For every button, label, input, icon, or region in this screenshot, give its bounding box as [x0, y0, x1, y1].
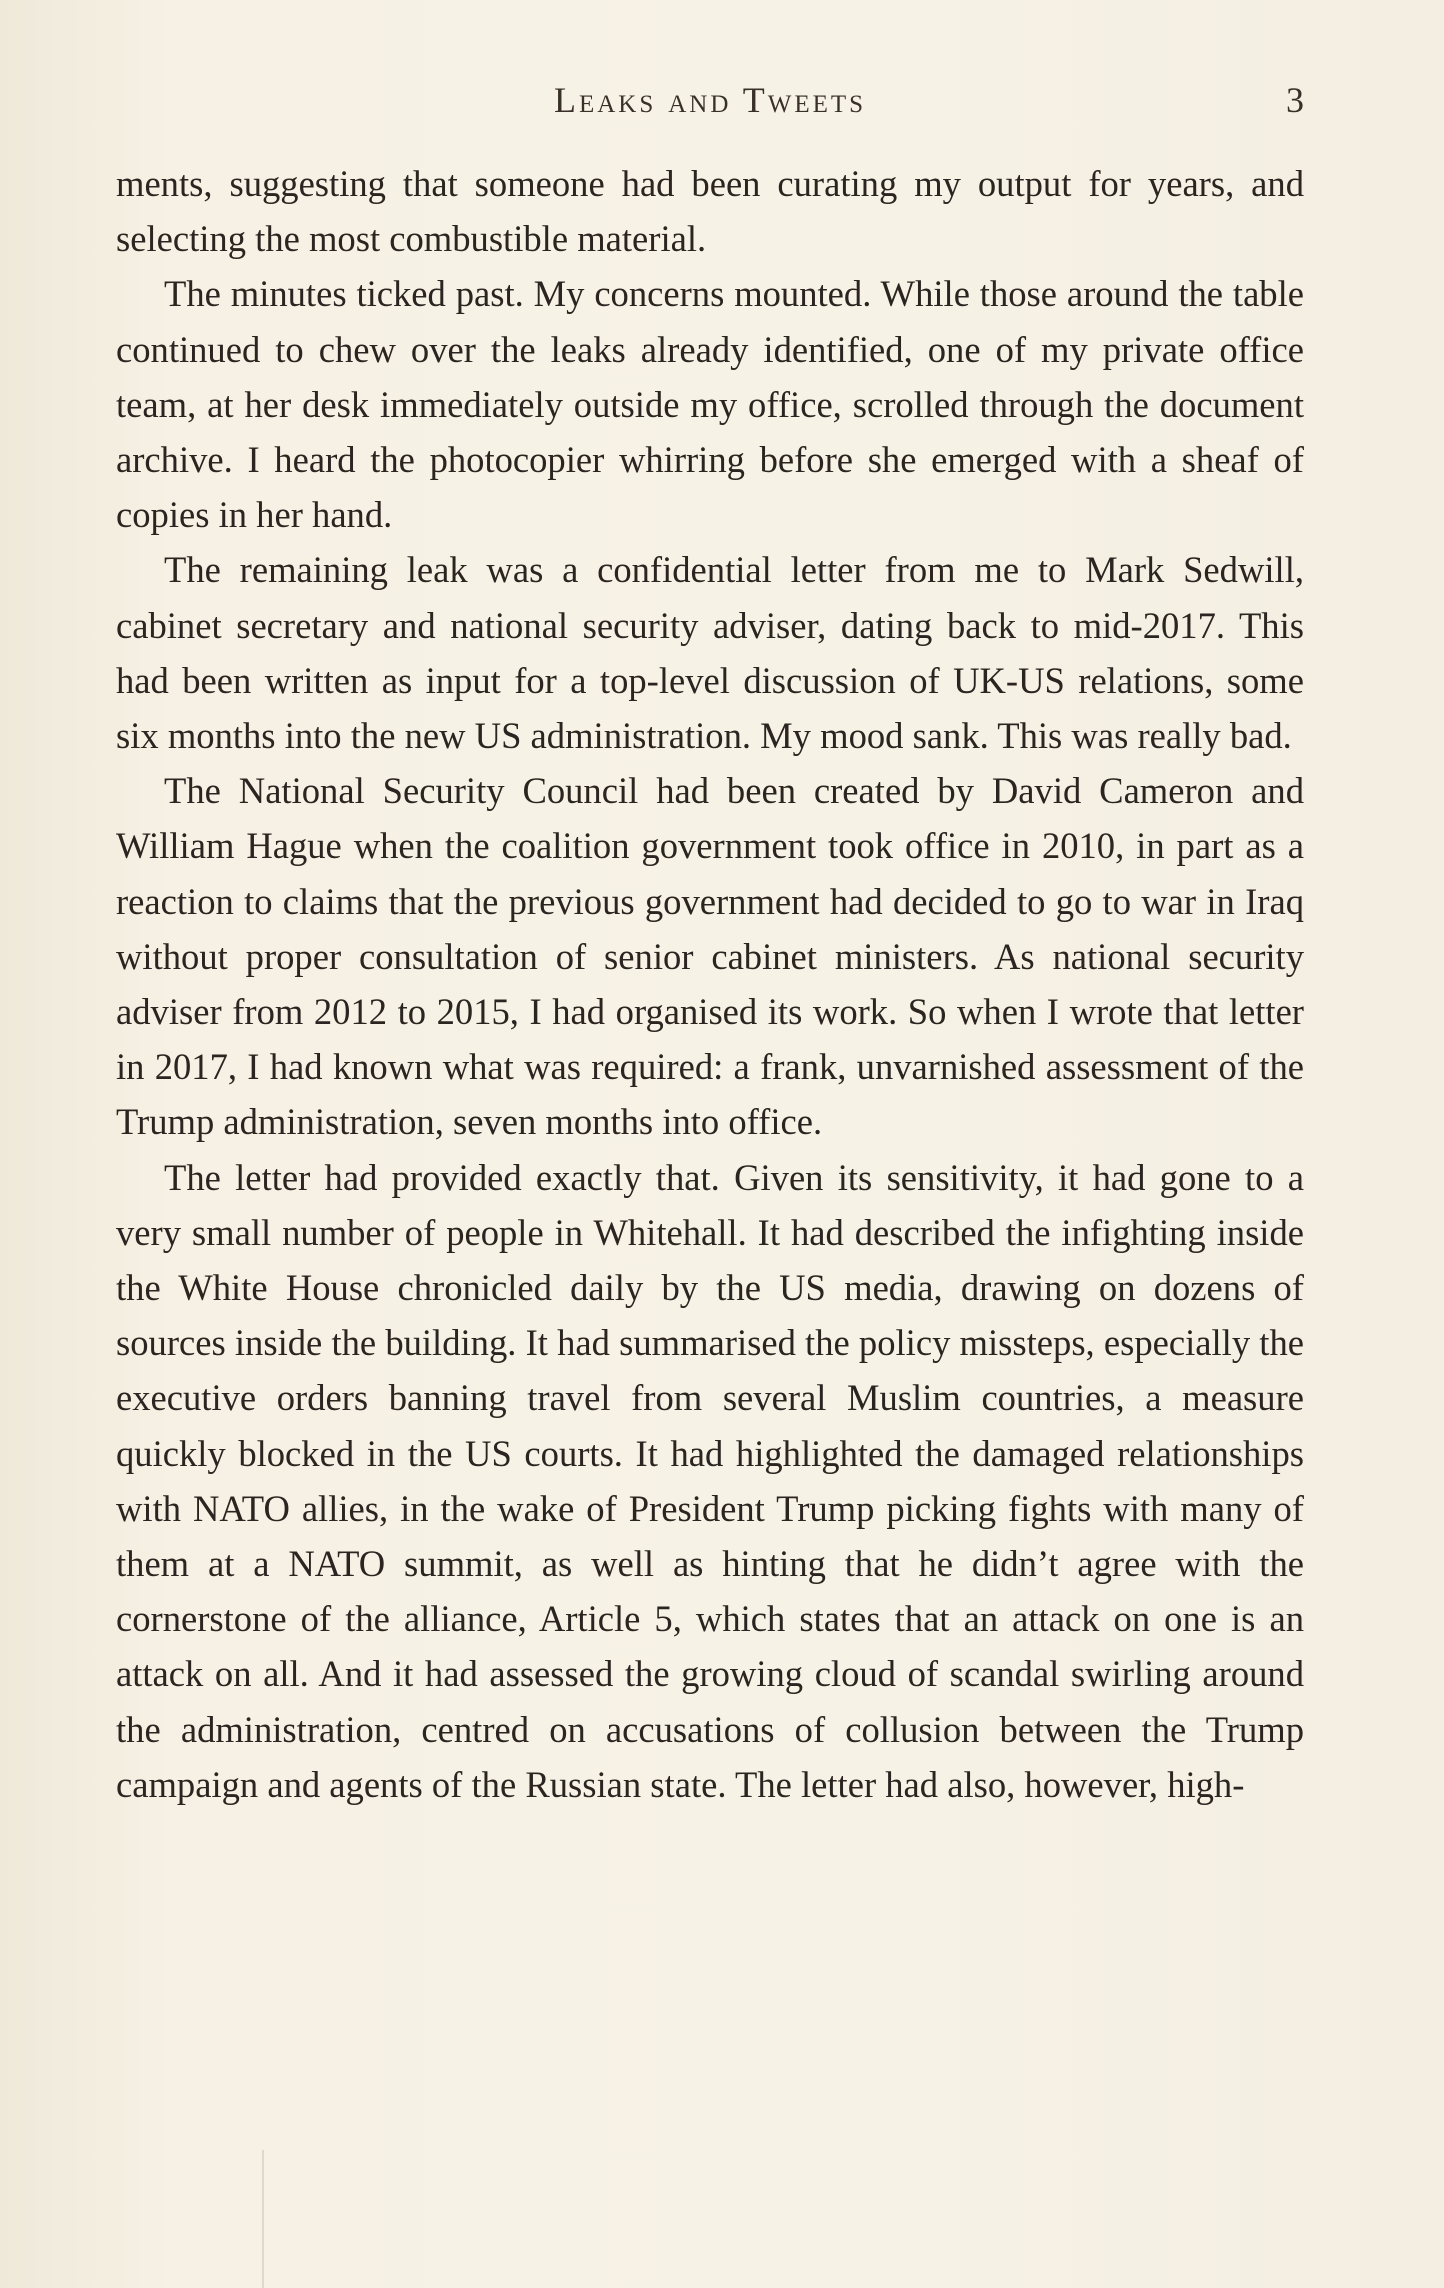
paragraph-national-security-council: The National Security Council had been created by David Cameron and William Hague when the coalition government took office in 2010, in part as a reaction to claims that the previous government had decided to go to war in Iraq without proper consultation of senior cabinet ministers. As national security adviser from 2012 to 2015, I had organised its work. So when I wrote that letter in 2017, I had known what was required: a frank, unvarnished assessment of the Trump administration, seven months into office.: [116, 770, 1304, 1143]
scan-shadow-line: [262, 2150, 264, 2288]
paragraph-minutes-ticked: The minutes ticked past. My concerns mounted. While those around the table continued to chew over the leaks already identified, one of my private office team, at her desk immediately outside my office, scrolled through the document archive. I heard the photocopier whirring before she emerged with a sheaf of copies in her hand.: [116, 273, 1304, 536]
paragraph-letter-provided: The letter had provided exactly that. Given its sensitivity, it had gone to a very small number of people in Whitehall. It had described the infighting inside the White House chronicled daily by the US media, drawing on dozens of sources inside the building. It had summarised the policy missteps, especially the executive orders banning travel from several Muslim countries, a measure quickly blocked in the US courts. It had highlighted the damaged relationships with NATO allies, in the wake of President Trump picking fights with many of them at a NATO summit, as well as hinting that he didn’t agree with the cornerstone of the alliance, Article 5, which states that an attack on one is an attack on all. And it had assessed the growing cloud of scandal swirling around the administration, centred on accusations of collusion between the Trump campaign and agents of the Russian state. The letter had also, however, high-: [116, 1156, 1304, 1805]
running-title: Leaks and Tweets: [553, 80, 867, 120]
body-text: [116, 156, 1304, 1812]
paragraph-continued: ments, suggesting that someone had been curating my output for years, and selecting the most combustible material.: [116, 163, 1304, 260]
running-head: [116, 70, 1304, 130]
paragraph-remaining-leak: The remaining leak was a confidential letter from me to Mark Sedwill, cabinet secretary and national security adviser, dating back to mid-2017. This had been written as input for a top-level discussion of UK-US relations, some six months into the new US administration. My mood sank. This was really bad.: [116, 549, 1304, 757]
page-number: 3: [1286, 80, 1304, 120]
